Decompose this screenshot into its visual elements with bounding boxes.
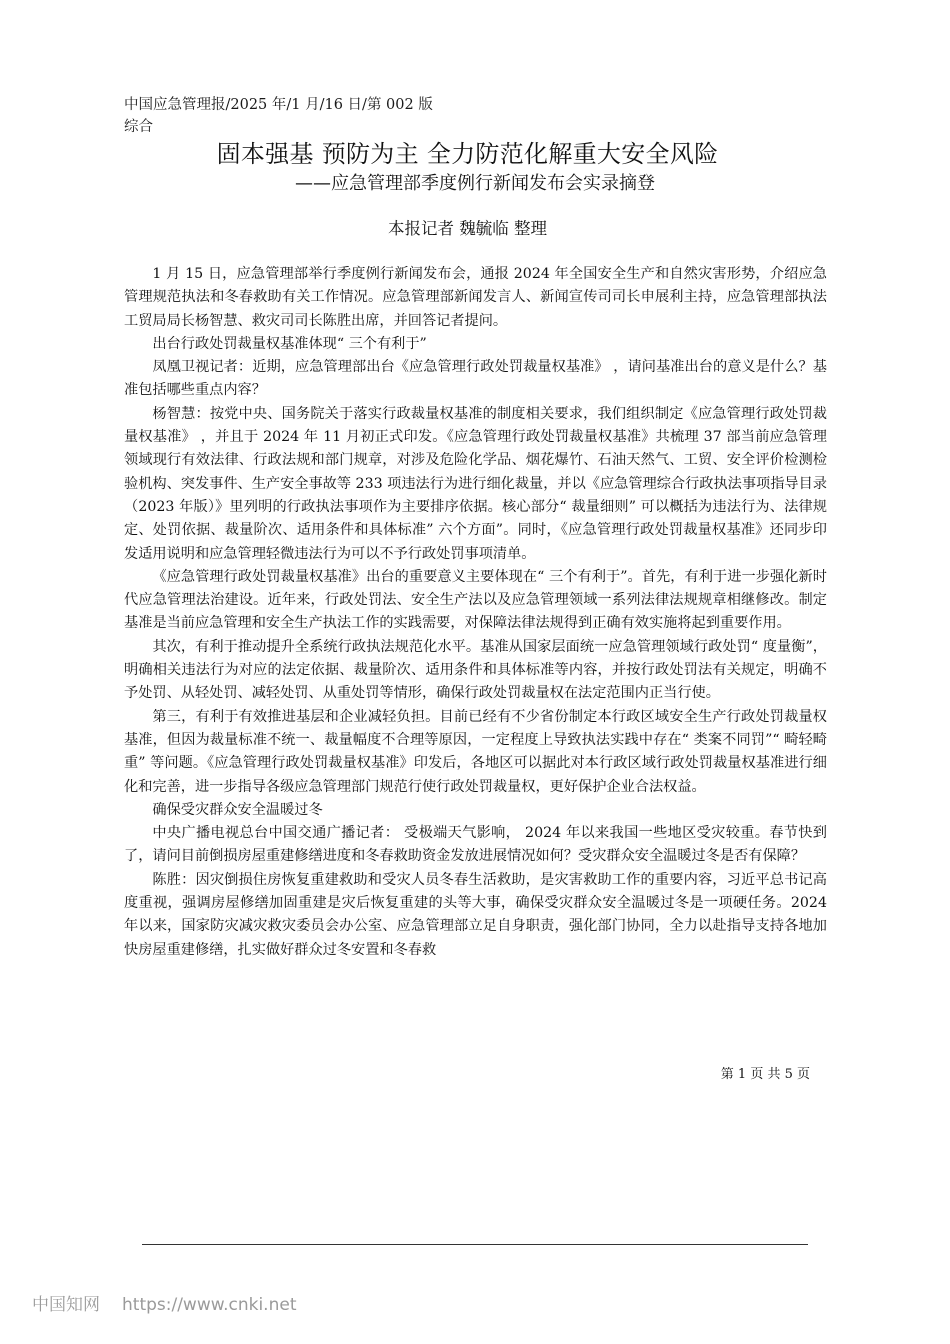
paragraph: 其次，有利于推动提升全系统行政执法规范化水平。基准从国家层面统一应急管理领域行政处罚“ 度量衡”，明确相关违法行为对应的法定依据、裁量阶次、适用条件和具体标准等内容，并按行政处罚法有关规定，明确不予处罚、从轻处罚、减轻处罚、从重处罚等情形，确保行政处罚裁量权在法定范围内正当行使。 [124, 638, 827, 702]
watermark-brand: 中国知网 [32, 1295, 100, 1315]
article-subtitle: ——应急管理部季度例行新闻发布会实录摘登 [295, 173, 655, 194]
article-title: 固本强基 预防为主 全力防范化解重大安全风险 [216, 140, 719, 168]
section-heading: 出台行政处罚裁量权基准体现“ 三个有利于” [152, 335, 427, 352]
paragraph: 第三，有利于有效推进基层和企业减轻负担。目前已经有不少省份制定本行政区域安全生产行政处罚裁量权基准，但因为裁量标准不统一、裁量幅度不合理等原因，一定程度上导致执法实践中存在“ 类案不同罚”“ 畸轻畸重” 等问题。《应急管理行政处罚裁量权基准》印发后，各地区可以据此对本行政区域行政处罚裁量权基准进行细化和完善，进一步指导各级应急管理部门规范行使行政处罚裁量权，更好保护企业合法权益。 [124, 708, 827, 795]
paragraph-question: 凤凰卫视记者：近期，应急管理部出台《应急管理行政处罚裁量权基准》 ，请问基准出台的意义是什么？基准包括哪些重点内容？ [124, 359, 827, 399]
cnki-watermark [32, 1293, 318, 1317]
footer-divider [142, 1244, 808, 1245]
publication-source: 中国应急管理报/2025 年/1 月/16 日/第 002 版综合 [124, 97, 433, 135]
paragraph-answer: 陈胜：因灾倒损住房恢复重建救助和受灾人员冬春生活救助，是灾害救助工作的重要内容，习近平总书记高度重视，强调房屋修缮加固重建是灾后恢复重建的头等大事，确保受灾群众安全温暖过冬是一项硬任务。2024 年以来，国家防灾减灾救灾委员会办公室、应急管理部立足自身职责，强化部门协同，全力以赴指导支持各地加快房屋重建修缮，扎实做好群众过冬安置和冬春救 [124, 871, 827, 958]
watermark-url: https://www.cnki.net [122, 1295, 297, 1315]
paragraph-answer: 杨智慧：按党中央、国务院关于落实行政裁量权基准的制度相关要求，我们组织制定《应急管理行政处罚裁量权基准》 ，并且于 2024 年 11 月初正式印发。《应急管理行政处罚裁量权基准》共梳理 37 部当前应急管理领域现行有效法律、行政法规和部门规章，对涉及危险化学品、烟花爆竹、石油天然气、工贸、安全评价检测检验机构、突发事件、生产安全事故等 233 项违法行为进行细化裁量，并以《应急管理综合行政执法事项指导目录（2023 年版）》里列明的行政执法事项作为主要排序依据。核心部分“ 裁量细则” 可以概括为违法行为、法律规定、处罚依据、裁量阶次、适用条件和具体标准” 六个方面”。同时，《应急管理行政处罚裁量权基准》还同步印发适用说明和应急管理轻微违法行为可以不予行政处罚事项清单。 [124, 405, 827, 562]
section-heading: 确保受灾群众安全温暖过冬 [152, 801, 323, 818]
paragraph-question: 中央广播电视总台中国交通广播记者： 受极端天气影响， 2024 年以来我国一些地区受灾较重。春节快到了，请问目前倒损房屋重建修缮进度和冬春救助资金发放进展情况如何？受灾群众安全温暖过冬是否有保障？ [124, 825, 827, 865]
article-byline: 本报记者 魏毓临 整理 [388, 219, 547, 238]
article-body [124, 263, 827, 962]
paragraph-intro: 1 月 15 日，应急管理部举行季度例行新闻发布会，通报 2024 年全国安全生产和自然灾害形势，介绍应急管理规范执法和冬春救助有关工作情况。应急管理部新闻发言人、新闻宣传司司长申展利主持，应急管理部执法工贸局局长杨智慧、救灾司司长陈胜出席，并回答记者提问。 [124, 266, 827, 329]
page-indicator: 第 1 页 共 5 页 [720, 1067, 810, 1082]
paragraph: 《应急管理行政处罚裁量权基准》出台的重要意义主要体现在“ 三个有利于”。首先，有利于进一步强化新时代应急管理法治建设。近年来，行政处罚法、安全生产法以及应急管理领域一系列法律法规规章相继修改。制定基准是当前应急管理和安全生产执法工作的实践需要，对保障法律法规得到正确有效实施将起到重要作用。 [124, 568, 827, 632]
